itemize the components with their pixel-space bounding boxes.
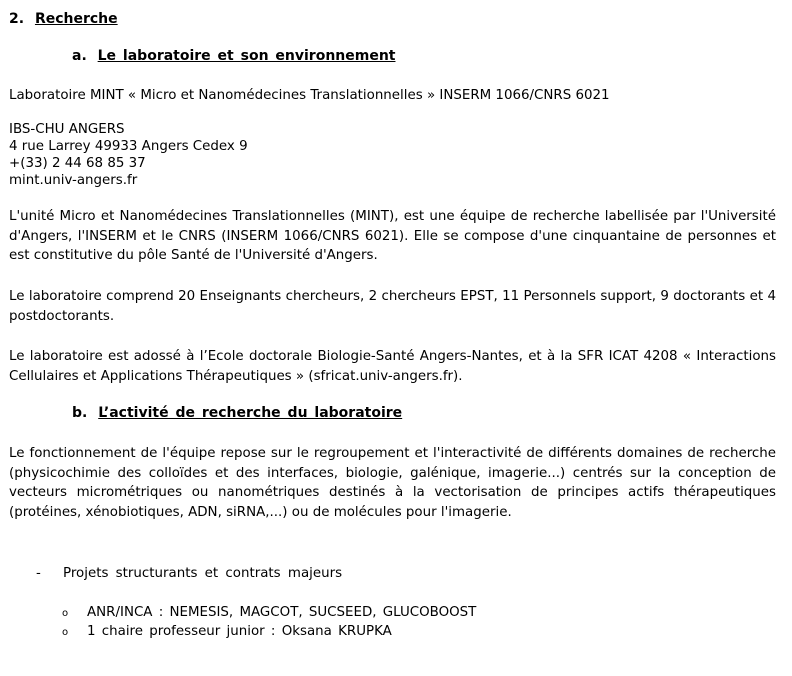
address-phone: +(33) 2 44 68 85 37 (9, 156, 146, 171)
subsection-b-heading (72, 405, 402, 421)
sublist-item-text: 1 chaire professeur junior : Oksana KRUPKA (87, 624, 392, 639)
subsection-a-heading (72, 48, 395, 64)
address-street: 4 rue Larrey 49933 Angers Cedex 9 (9, 139, 248, 154)
section-title: Recherche (34, 11, 118, 27)
list-item-projects (36, 564, 342, 583)
address-website: mint.univ-angers.fr (9, 173, 138, 188)
circle-bullet-marker: o (62, 627, 69, 638)
paragraph-research-activity: Le fonctionnement de l'équipe repose sur le regroupement et l'interactivité de différents domaines de recherche (physicochimie des colloïdes et des interfaces, biologie, galénique, imagerie...) centrés sur la conception de vecteurs micrométriques ou nanométriques destinés à la vectorisation de principes actifs thérapeutiques (protéines, xénobiotiques, ADN, siRNA,...) ou de molécules pour l'imagerie. (9, 446, 776, 520)
subsection-b-letter: b. (72, 405, 88, 421)
sublist-item (62, 622, 392, 642)
paragraph-intro: L'unité Micro et Nanomédecines Translationnelles (MINT), est une équipe de recherche labellisée par l'Université d'Angers, l'INSERM et le CNRS (INSERM 1066/CNRS 6021). Elle se compose d'une cinquantaine de personnes et est constitutive du pôle Santé de l'Université d'Angers. (9, 209, 776, 263)
sublist-item (62, 603, 476, 623)
address-org: IBS-CHU ANGERS (9, 122, 125, 137)
sublist-item-text: ANR/INCA : NEMESIS, MAGCOT, SUCSEED, GLUCOBOOST (87, 605, 477, 620)
subsection-a-letter: a. (72, 48, 87, 64)
lab-name: Laboratoire MINT « Micro et Nanomédecines Translationnelles » INSERM 1066/CNRS 6021 (9, 88, 610, 103)
list-label: Projets structurants et contrats majeurs (63, 566, 343, 581)
subsection-b-title: L’activité de recherche du laboratoire (98, 405, 403, 421)
circle-bullet-marker: o (62, 608, 69, 619)
section-heading (9, 11, 118, 27)
paragraph-affiliation: Le laboratoire est adossé à l’Ecole doctorale Biologie-Santé Angers-Nantes, et à la SFR ICAT 4208 « Interactions Cellulaires et Applications Thérapeutiques » (sfricat.univ-angers.fr). (9, 349, 776, 384)
subsection-a-title: Le laboratoire et son environnement (97, 48, 396, 64)
section-number: 2. (9, 11, 25, 27)
paragraph-staff: Le laboratoire comprend 20 Enseignants chercheurs, 2 chercheurs EPST, 11 Personnels support, 9 doctorants et 4 postdoctorants. (9, 289, 776, 324)
dash-marker: - (36, 566, 41, 581)
